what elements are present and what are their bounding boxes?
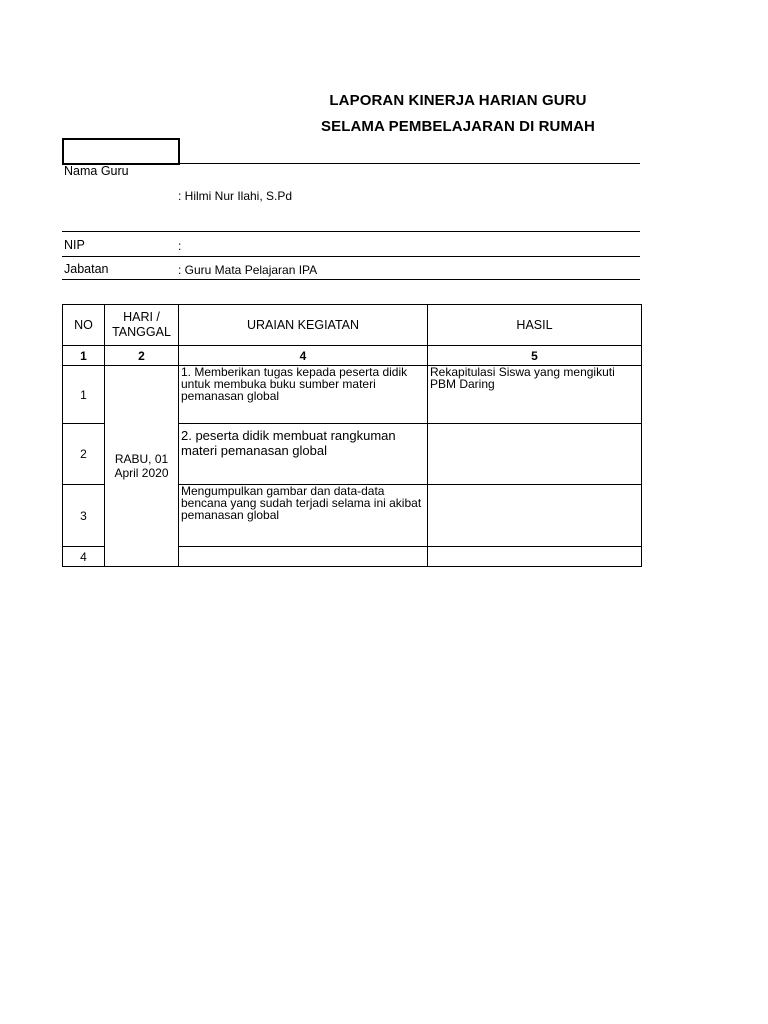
hasil-cell: Rekapitulasi Siswa yang mengikuti PBM Daring (428, 366, 642, 424)
date-day: RABU, 01 (114, 452, 169, 466)
header-no: NO (63, 305, 105, 346)
nip-label: NIP (64, 238, 85, 252)
date-month-year: April 2020 (114, 466, 169, 480)
header-tanggal: TANGGAL (112, 325, 171, 339)
nama-guru-label: Nama Guru (64, 164, 129, 178)
uraian-cell: Mengumpulkan gambar dan data-data bencana yang sudah terjadi selama ini akibat pemanasan global (179, 485, 428, 547)
uraian-cell: 2. peserta didik membuat rangkuman materi pemanasan global (179, 424, 428, 485)
numbering-cell: 5 (428, 346, 642, 366)
hasil-cell (428, 424, 642, 485)
numbering-row (63, 346, 642, 366)
date-cell (105, 366, 179, 567)
row-number: 2 (63, 424, 105, 485)
row-number: 3 (63, 485, 105, 547)
uraian-cell: 1. Memberikan tugas kepada peserta didik untuk membuka buku sumber materi pemanasan global (179, 366, 428, 424)
divider (62, 163, 640, 164)
uraian-cell (179, 547, 428, 567)
blank-input-box (62, 138, 180, 165)
report-subtitle: SELAMA PEMBELAJARAN DI RUMAH (321, 118, 595, 135)
header-hari: HARI / (123, 310, 160, 324)
hasil-cell (428, 547, 642, 567)
divider (62, 279, 640, 280)
numbering-cell: 1 (63, 346, 105, 366)
divider (62, 256, 640, 257)
nama-guru-value: : Hilmi Nur Ilahi, S.Pd (178, 189, 293, 203)
divider (62, 231, 640, 232)
row-number: 4 (63, 547, 105, 567)
header-uraian: URAIAN KEGIATAN (179, 305, 428, 346)
nip-value: : (178, 239, 182, 253)
report-title: LAPORAN KINERJA HARIAN GURU (329, 92, 587, 109)
table-header-row (63, 305, 642, 346)
numbering-cell: 4 (179, 346, 428, 366)
jabatan-label: Jabatan (64, 262, 109, 276)
header-hari-tanggal (105, 305, 179, 346)
table-row (63, 366, 642, 424)
hasil-cell (428, 485, 642, 547)
row-number: 1 (63, 366, 105, 424)
numbering-cell: 2 (105, 346, 179, 366)
jabatan-value: : Guru Mata Pelajaran IPA (178, 263, 318, 277)
header-hasil: HASIL (428, 305, 642, 346)
activity-table (62, 304, 642, 567)
